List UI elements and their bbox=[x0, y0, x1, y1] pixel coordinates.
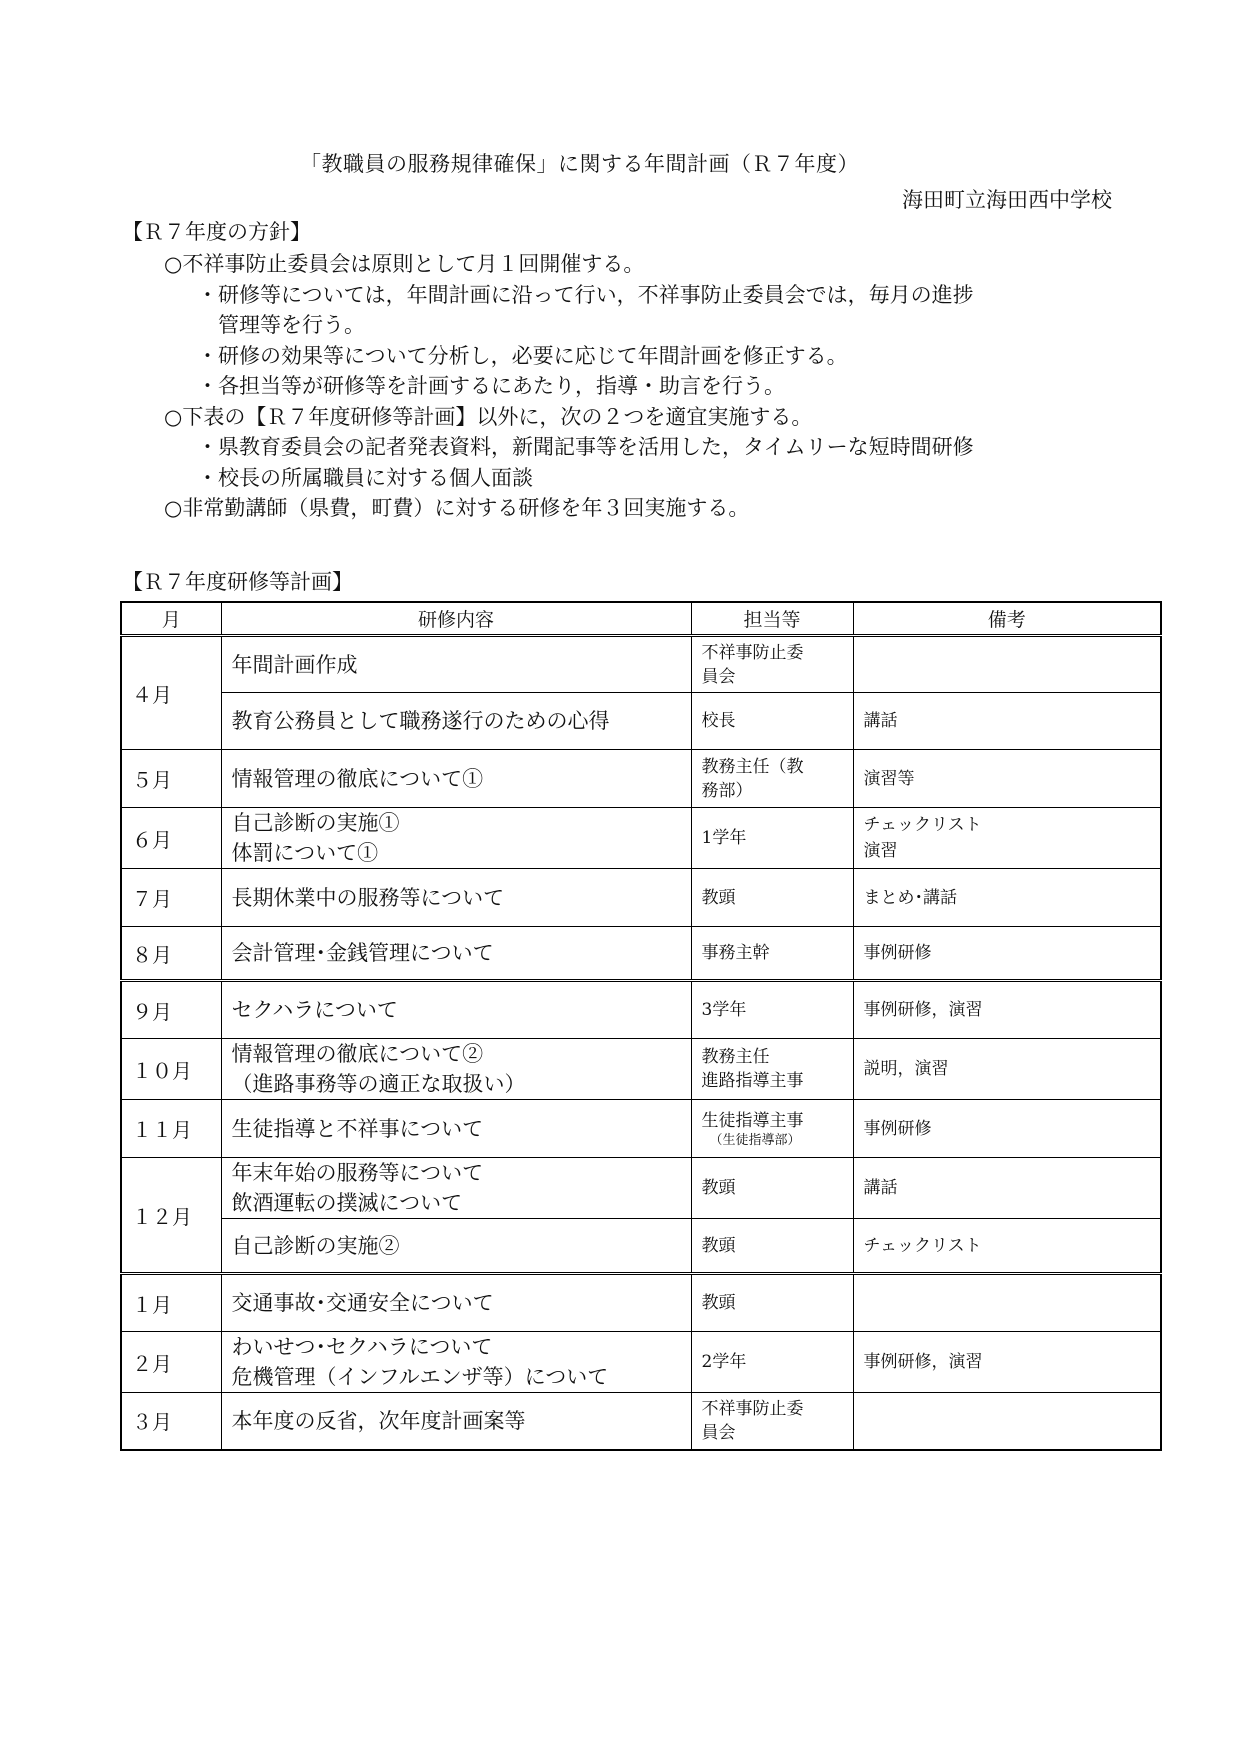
month-cell: ５月 bbox=[121, 750, 221, 808]
month-cell: １月 bbox=[121, 1274, 221, 1332]
content-cell bbox=[221, 636, 691, 693]
policy-line: ○非常勤講師（県費，町費）に対する研修を年３回実施する。 bbox=[164, 496, 750, 520]
table-row bbox=[121, 693, 1161, 750]
policy-line: ・各担当等が研修等を計画するにあたり，指導・助言を行う。 bbox=[197, 374, 785, 398]
note-cell bbox=[853, 808, 1161, 869]
policy-line: ○下表の【Ｒ７年度研修等計画】以外に，次の２つを適宜実施する。 bbox=[164, 404, 813, 429]
content-cell bbox=[221, 1274, 691, 1332]
note-cell bbox=[853, 636, 1161, 693]
content-cell bbox=[221, 1219, 691, 1274]
table-row bbox=[121, 1219, 1161, 1274]
table-row bbox=[121, 1158, 1161, 1219]
staff-cell bbox=[691, 1219, 853, 1274]
note-cell-line: 事例研修 bbox=[863, 943, 932, 963]
policy-line: ・研修の効果等について分析し，必要に応じて年間計画を修正する。 bbox=[197, 343, 848, 368]
table-row bbox=[121, 927, 1161, 981]
note-cell bbox=[853, 869, 1161, 927]
content-cell-line: 本年度の反省，次年度計画案等 bbox=[231, 1408, 526, 1433]
document-title: 「教職員の服務規律確保」に関する年間計画（Ｒ７年度） bbox=[300, 152, 859, 176]
content-cell-line: 情報管理の徹底について① bbox=[231, 766, 484, 791]
table-row bbox=[121, 808, 1161, 869]
staff-cell-line: 1学年 bbox=[701, 828, 747, 848]
content-cell bbox=[221, 1158, 691, 1219]
note-cell bbox=[853, 1039, 1161, 1100]
header-content: 研修内容 bbox=[221, 602, 691, 636]
month-cell: ４月 bbox=[121, 636, 221, 750]
content-cell bbox=[221, 927, 691, 981]
staff-cell-line: 教務主任（教 bbox=[701, 756, 804, 777]
content-cell-line: 会計管理･金銭管理について bbox=[231, 941, 494, 965]
plan-heading: 【Ｒ７年度研修等計画】 bbox=[122, 570, 353, 594]
content-cell bbox=[221, 693, 691, 750]
note-cell-line: 説明，演習 bbox=[863, 1059, 949, 1079]
month-cell: ８月 bbox=[121, 927, 221, 981]
header-month: 月 bbox=[121, 602, 221, 636]
note-cell-line: チェックリスト bbox=[863, 815, 982, 835]
policy-line: ○不祥事防止委員会は原則として月１回開催する。 bbox=[164, 252, 645, 276]
month-cell: ２月 bbox=[121, 1332, 221, 1393]
note-cell bbox=[853, 750, 1161, 808]
month-cell: ３月 bbox=[121, 1393, 221, 1450]
staff-cell bbox=[691, 981, 853, 1039]
note-cell-line: 演習 bbox=[863, 841, 898, 861]
content-cell bbox=[221, 1039, 691, 1100]
content-cell-line: 教育公務員として職務遂行のための心得 bbox=[231, 709, 610, 733]
note-cell-line: 演習等 bbox=[863, 768, 915, 789]
content-cell bbox=[221, 1332, 691, 1393]
staff-cell bbox=[691, 927, 853, 981]
staff-cell bbox=[691, 1274, 853, 1332]
note-cell bbox=[853, 1393, 1161, 1450]
content-cell bbox=[221, 981, 691, 1039]
staff-cell-line: 教務主任 bbox=[701, 1047, 770, 1067]
note-cell-line: 事例研修，演習 bbox=[863, 1000, 983, 1020]
month-cell: ９月 bbox=[121, 981, 221, 1039]
note-cell-line: 事例研修，演習 bbox=[863, 1352, 983, 1372]
staff-cell-line: 生徒指導主事 bbox=[701, 1110, 804, 1131]
staff-cell bbox=[691, 808, 853, 869]
policy-section bbox=[122, 215, 1142, 524]
policy-line: ・研修等については，年間計画に沿って行い，不祥事防止委員会では，毎月の進捗 bbox=[197, 282, 974, 307]
content-cell bbox=[221, 1393, 691, 1450]
content-cell-line: 体罰について① bbox=[231, 841, 379, 865]
month-cell: １１月 bbox=[121, 1100, 221, 1158]
staff-cell bbox=[691, 750, 853, 808]
table-row bbox=[121, 869, 1161, 927]
staff-cell-line: 教頭 bbox=[701, 1178, 736, 1198]
table-row bbox=[121, 1039, 1161, 1100]
content-cell bbox=[221, 750, 691, 808]
staff-cell bbox=[691, 1100, 853, 1158]
note-cell bbox=[853, 1332, 1161, 1393]
staff-cell-line: 教頭 bbox=[701, 887, 736, 908]
content-cell-line: 危機管理（インフルエンザ等）について bbox=[231, 1365, 609, 1389]
staff-cell-line: 進路指導主事 bbox=[701, 1071, 804, 1091]
content-cell-line: 年末年始の服務等について bbox=[231, 1161, 484, 1185]
content-cell-line: わいせつ･セクハラについて bbox=[231, 1335, 493, 1359]
staff-cell-line: 務部） bbox=[701, 780, 753, 801]
staff-cell bbox=[691, 693, 853, 750]
table-row bbox=[121, 1332, 1161, 1393]
staff-cell-line: 員会 bbox=[701, 666, 736, 687]
header-note: 備考 bbox=[853, 602, 1161, 636]
note-cell bbox=[853, 1274, 1161, 1332]
staff-cell-line: 3学年 bbox=[701, 1000, 747, 1020]
policy-line: ・校長の所属職員に対する個人面談 bbox=[197, 465, 533, 490]
content-cell-line: 自己診断の実施① bbox=[231, 811, 400, 835]
note-cell bbox=[853, 927, 1161, 981]
content-cell-line: 飲酒運転の撲滅について bbox=[231, 1191, 463, 1215]
school-name: 海田町立海田西中学校 bbox=[902, 188, 1112, 212]
note-cell-line: 講話 bbox=[863, 1178, 898, 1198]
month-cell: ６月 bbox=[121, 808, 221, 869]
month-cell: １０月 bbox=[121, 1039, 221, 1100]
note-cell-line: 講話 bbox=[863, 711, 898, 731]
note-cell-line: 事例研修 bbox=[863, 1118, 932, 1139]
staff-cell-line: 教頭 bbox=[701, 1235, 736, 1256]
staff-cell bbox=[691, 1332, 853, 1393]
staff-cell bbox=[691, 1039, 853, 1100]
table-row bbox=[121, 636, 1161, 693]
content-cell-line: 長期休業中の服務等について bbox=[231, 885, 505, 910]
content-cell-line: 生徒指導と不祥事について bbox=[231, 1116, 484, 1141]
note-cell bbox=[853, 1158, 1161, 1219]
staff-cell bbox=[691, 869, 853, 927]
table-row bbox=[121, 1100, 1161, 1158]
content-cell-line: 情報管理の徹底について② bbox=[231, 1042, 484, 1066]
note-cell bbox=[853, 1100, 1161, 1158]
content-cell-line: （進路事務等の適正な取扱い） bbox=[231, 1072, 526, 1096]
table-row bbox=[121, 981, 1161, 1039]
content-cell bbox=[221, 808, 691, 869]
header-staff: 担当等 bbox=[691, 602, 853, 636]
content-cell-line: 交通事故･交通安全について bbox=[231, 1291, 494, 1315]
table-header-row bbox=[121, 602, 1161, 636]
note-cell-line: まとめ･講話 bbox=[863, 887, 957, 908]
table-row bbox=[121, 1393, 1161, 1450]
staff-cell-line: 員会 bbox=[701, 1422, 736, 1443]
note-cell-line: チェックリスト bbox=[863, 1235, 982, 1256]
staff-cell-line: 不祥事防止委 bbox=[701, 642, 804, 663]
content-cell bbox=[221, 1100, 691, 1158]
training-plan-table bbox=[120, 601, 1162, 1451]
staff-cell-line: 不祥事防止委 bbox=[701, 1398, 804, 1419]
content-cell bbox=[221, 869, 691, 927]
staff-subnote: （生徒指導部） bbox=[709, 1132, 801, 1148]
staff-cell bbox=[691, 1393, 853, 1450]
policy-line: ・県教育委員会の記者発表資料，新聞記事等を活用した，タイムリーな短時間研修 bbox=[197, 435, 974, 459]
table-row bbox=[121, 750, 1161, 808]
content-cell-line: 自己診断の実施② bbox=[231, 1233, 400, 1258]
staff-cell-line: 2学年 bbox=[701, 1352, 747, 1372]
staff-cell-line: 教頭 bbox=[701, 1293, 736, 1313]
month-cell: ７月 bbox=[121, 869, 221, 927]
table-row bbox=[121, 1274, 1161, 1332]
note-cell bbox=[853, 981, 1161, 1039]
month-cell: １２月 bbox=[121, 1158, 221, 1274]
staff-cell bbox=[691, 636, 853, 693]
content-cell-line: セクハラについて bbox=[231, 998, 398, 1022]
staff-cell-line: 校長 bbox=[701, 711, 736, 731]
policy-heading: 【Ｒ７年度の方針】 bbox=[122, 220, 311, 244]
staff-cell-line: 事務主幹 bbox=[701, 943, 770, 963]
staff-cell bbox=[691, 1158, 853, 1219]
policy-line: 管理等を行う。 bbox=[218, 313, 365, 337]
note-cell bbox=[853, 693, 1161, 750]
note-cell bbox=[853, 1219, 1161, 1274]
content-cell-line: 年間計画作成 bbox=[231, 652, 358, 677]
